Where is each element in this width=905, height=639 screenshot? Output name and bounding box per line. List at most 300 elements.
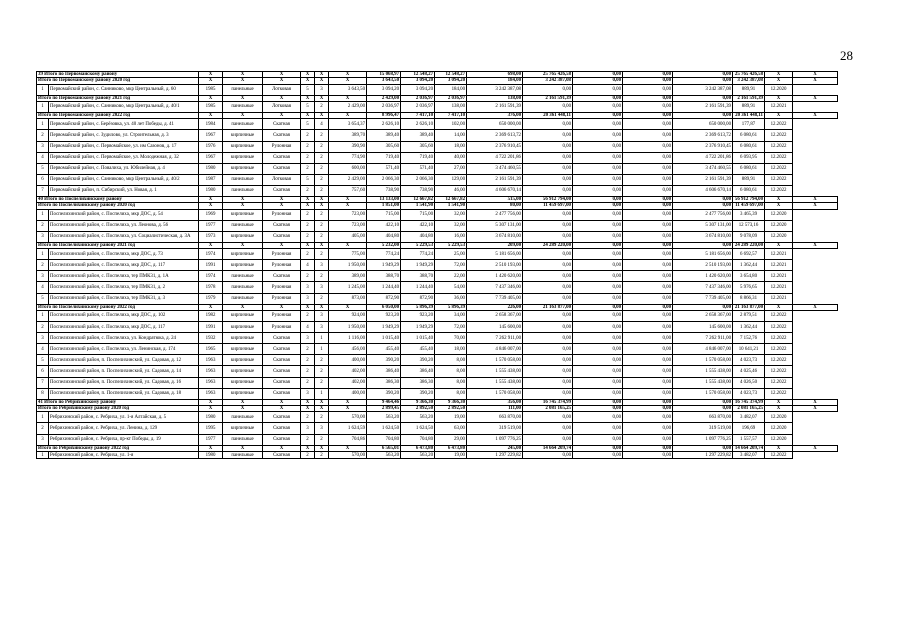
table-cell: 2	[315, 152, 329, 163]
address-cell: Поспелихинский район, п. Поспелихинский, ул. Садовая, д. 12	[49, 355, 199, 366]
table-cell: 563,20	[401, 451, 435, 458]
table-cell: 0,00	[673, 78, 733, 84]
table-cell: 2	[315, 434, 329, 445]
table-cell: X	[765, 242, 793, 248]
table-cell: 1995	[199, 423, 223, 434]
table-cell: панельные	[223, 293, 263, 304]
table-cell: 1 362,44	[733, 322, 765, 333]
table-cell: 2	[315, 377, 329, 388]
table-cell: 12 548,27	[435, 72, 467, 78]
table-cell: 3 474 460,55	[673, 163, 733, 174]
table-cell: 2	[315, 220, 329, 231]
table-cell: 12.2022	[765, 388, 793, 399]
table-cell: 14 664 209,74	[523, 445, 573, 451]
table-cell: кирпичные	[223, 310, 263, 321]
table-cell: 12.2022	[765, 366, 793, 377]
table-cell: 376,00	[467, 113, 523, 119]
table-cell: 196,69	[733, 423, 765, 434]
table-cell: 12.2021	[765, 293, 793, 304]
table-cell: 390,20	[401, 388, 435, 399]
table-cell: 145 600,00	[467, 322, 523, 333]
table-cell: 12.2022	[765, 310, 793, 321]
table-cell: 12.2020	[765, 220, 793, 231]
table-cell: 2	[315, 174, 329, 185]
table-cell: 1963	[199, 355, 223, 366]
table-cell: 704,86	[329, 434, 367, 445]
table-cell: 2 161 591,39	[467, 174, 523, 185]
table-cell: 6 050,00	[367, 304, 401, 310]
table-cell: 924,00	[329, 310, 367, 321]
table-cell: 12.2020	[765, 412, 793, 423]
table-cell: 4	[301, 322, 315, 333]
table-cell: 12.2020	[765, 231, 793, 242]
row-number: 3	[37, 271, 49, 282]
address-cell: Поспелихинский район, п. Поспелихинский, ул. Садовая, д. 16	[49, 377, 199, 388]
table-cell: 0,00	[523, 231, 573, 242]
table-cell: X	[301, 399, 315, 405]
table-row	[37, 333, 838, 344]
table-row	[37, 130, 838, 141]
table-cell: 757,60	[329, 185, 367, 196]
table-cell: 1963	[199, 388, 223, 399]
row-number: 5	[37, 163, 49, 174]
table-cell: 3 242 387,08	[523, 78, 573, 84]
row-number: 2	[37, 322, 49, 333]
table-cell: 0,00	[623, 293, 673, 304]
table-cell: кирпичные	[223, 209, 263, 220]
table-cell: 3	[315, 322, 329, 333]
table-cell: 0,00	[623, 174, 673, 185]
table-row	[37, 220, 838, 231]
table-cell: 6 080,61	[733, 141, 765, 152]
table-cell: 1 624,50	[401, 423, 435, 434]
table-cell: 1980	[199, 451, 223, 458]
table-cell: 775,00	[329, 249, 367, 260]
table-cell: 2 892,50	[401, 406, 435, 412]
table-cell: 7 739 405,00	[467, 293, 523, 304]
table-cell: 0,00	[623, 304, 673, 310]
table-cell: панельные	[223, 185, 263, 196]
table-cell: 1979	[199, 293, 223, 304]
table-cell: 12.2022	[765, 141, 793, 152]
table-cell: 3	[301, 333, 315, 344]
table-cell: X	[765, 113, 793, 119]
table-cell: 0,00	[623, 260, 673, 271]
table-cell: 774,24	[367, 249, 401, 260]
table-cell: 5 976,65	[733, 282, 765, 293]
table-cell: 0,00	[523, 260, 573, 271]
table-cell: 389,40	[401, 130, 435, 141]
table-cell: 8 866,31	[733, 293, 765, 304]
table-cell: 32,00	[435, 209, 467, 220]
table-cell: 319 519,00	[673, 423, 733, 434]
table-cell: X	[199, 95, 223, 101]
table-cell: 2 510 193,00	[467, 260, 523, 271]
table-cell: X	[223, 304, 263, 310]
table-cell: 0,00	[573, 406, 623, 412]
table-cell: 456,00	[329, 344, 367, 355]
table-row	[37, 344, 838, 355]
address-cell: Поспелихинский район, п. Поспелихинский, ул. Садовая, д. 14	[49, 366, 199, 377]
summary-label: Итого по Первомайскому району 2021 год	[37, 95, 199, 101]
table-cell: 0,00	[673, 445, 733, 451]
table-cell: X	[329, 113, 367, 119]
address-cell: Поспелихинский район, с. Поспелиха, тер ПМК31, д. 3	[49, 293, 199, 304]
table-cell: Лотковая	[263, 101, 301, 112]
table-cell: Рулонная	[263, 260, 301, 271]
table-cell: X	[263, 203, 301, 209]
table-cell: 0,00	[623, 388, 673, 399]
table-cell: 0,00	[523, 344, 573, 355]
table-cell: 0,00	[573, 72, 623, 78]
table-cell: 3 094,20	[401, 84, 435, 95]
table-cell: 1 949,29	[367, 260, 401, 271]
table-cell: 4 023,73	[733, 388, 765, 399]
table-cell: 24 289 220,00	[733, 242, 765, 248]
table-cell: 102,00	[435, 119, 467, 130]
table-cell: 400,00	[329, 388, 367, 399]
table-cell: 2	[315, 141, 329, 152]
table-cell: X	[329, 203, 367, 209]
table-row	[37, 412, 838, 423]
table-cell: 0,00	[623, 271, 673, 282]
table-cell: X	[765, 406, 793, 412]
table-cell: 56 912 794,00	[523, 197, 573, 203]
table-cell: X	[263, 445, 301, 451]
table-cell: X	[329, 406, 367, 412]
table-cell: 405,00	[329, 231, 367, 242]
table-cell: 774,24	[401, 249, 435, 260]
table-cell: 1977	[199, 434, 223, 445]
table-cell: 2	[301, 412, 315, 423]
table-cell: 2 626,10	[367, 119, 401, 130]
table-cell: 0,00	[623, 152, 673, 163]
table-cell: 0,00	[623, 282, 673, 293]
table-cell: 402,00	[329, 366, 367, 377]
table-row	[37, 101, 838, 112]
table-cell: 0,00	[523, 220, 573, 231]
table-row	[37, 388, 838, 399]
table-cell: 2	[301, 220, 315, 231]
table-cell: 12.2022	[765, 174, 793, 185]
table-cell: 4 722 201,86	[467, 152, 523, 163]
table-cell: 2	[301, 249, 315, 260]
table-cell: панельные	[223, 451, 263, 458]
table-cell: 2	[301, 209, 315, 220]
table-cell: 5 229,53	[435, 242, 467, 248]
row-number: 1	[37, 310, 49, 321]
row-number: 2	[37, 220, 49, 231]
table-cell: 1991	[199, 260, 223, 271]
table-cell: 0,00	[623, 344, 673, 355]
table-cell: X	[315, 113, 329, 119]
table-cell: 2 036,97	[367, 101, 401, 112]
table-row	[37, 282, 838, 293]
table-cell: 0,00	[573, 434, 623, 445]
table-cell: 6 692,57	[733, 249, 765, 260]
table-cell: 1 570 058,00	[467, 355, 523, 366]
table-cell: 12.2022	[765, 152, 793, 163]
table-cell: 111,00	[467, 406, 523, 412]
table-cell: 2	[301, 141, 315, 152]
table-cell: 390,20	[367, 388, 401, 399]
table-cell: 1 541,90	[401, 203, 435, 209]
table-cell: 0,00	[623, 333, 673, 344]
table-cell: X	[793, 113, 838, 119]
table-cell: X	[223, 95, 263, 101]
table-cell: 923,20	[401, 310, 435, 321]
table-cell: X	[793, 203, 838, 209]
table-cell: 16 745 374,99	[523, 399, 573, 405]
table-cell: 0,00	[573, 163, 623, 174]
table-cell: 5 232,00	[367, 242, 401, 248]
table-cell: 7 437 346,00	[673, 282, 733, 293]
table-cell: 226,00	[467, 304, 523, 310]
table-cell: 389,40	[367, 130, 401, 141]
table-cell: 3	[315, 282, 329, 293]
row-number: 7	[37, 377, 49, 388]
table-cell: 319 519,00	[467, 423, 523, 434]
table-cell: 0,00	[623, 130, 673, 141]
row-number: 2	[37, 260, 49, 271]
table-cell: 12 667,82	[401, 197, 435, 203]
table-cell: X	[765, 72, 793, 78]
table-row	[37, 310, 838, 321]
table-cell: 0,00	[623, 322, 673, 333]
table-cell: X	[315, 95, 329, 101]
table-cell: 3 242 387,08	[467, 84, 523, 95]
table-cell: Рулонная	[263, 322, 301, 333]
table-cell: 0,00	[673, 72, 733, 78]
table-cell: 0,00	[573, 310, 623, 321]
table-cell: 3 465,39	[733, 209, 765, 220]
table-cell: Рулонная	[263, 141, 301, 152]
table-cell: X	[263, 242, 301, 248]
table-cell: 0,00	[673, 95, 733, 101]
table-cell: 2	[301, 310, 315, 321]
table-cell: X	[199, 78, 223, 84]
table-cell: 0,00	[573, 282, 623, 293]
table-cell: 12.2020	[765, 423, 793, 434]
table-cell: 1985	[199, 84, 223, 95]
table-cell: 6 565,01	[367, 445, 401, 451]
table-cell: 0,00	[573, 113, 623, 119]
table-cell: 0,00	[523, 101, 573, 112]
table-cell: 2	[301, 231, 315, 242]
table-cell: 3 654,37	[329, 119, 367, 130]
table-cell: 0,00	[623, 406, 673, 412]
table-cell: 1 015,40	[401, 333, 435, 344]
table-cell: X	[263, 95, 301, 101]
table-cell: 0,00	[573, 271, 623, 282]
table-cell: 0,00	[523, 333, 573, 344]
table-cell: X	[301, 445, 315, 451]
table-cell: 29,00	[435, 434, 467, 445]
table-cell: 3 242 387,08	[733, 78, 765, 84]
table-cell: X	[765, 399, 793, 405]
table-cell: 0,00	[573, 130, 623, 141]
table-cell: X	[301, 78, 315, 84]
table-cell: 8 996,47	[367, 113, 401, 119]
table-cell: 0,00	[573, 388, 623, 399]
table-cell: 1 116,00	[329, 333, 367, 344]
table-cell: X	[301, 72, 315, 78]
table-cell: 3 643,50	[329, 84, 367, 95]
table-cell: 0,00	[623, 377, 673, 388]
table-cell: 0,00	[623, 412, 673, 423]
table-cell: 21 163 877,00	[733, 304, 765, 310]
table-cell: X	[263, 406, 301, 412]
table-cell: 2	[315, 163, 329, 174]
table-cell: кирпичные	[223, 141, 263, 152]
table-cell: 2	[301, 355, 315, 366]
table-cell: X	[793, 95, 838, 101]
table-cell: 6 080,61	[733, 130, 765, 141]
table-cell: 2 429,00	[367, 95, 401, 101]
table-cell: 5 229,53	[401, 242, 435, 248]
table-cell: панельные	[223, 282, 263, 293]
table-cell: 0,00	[573, 366, 623, 377]
table-cell: 0,00	[573, 242, 623, 248]
address-cell: Первомайский район, с. Санниково, мкр Центральный, д. 40/2	[49, 174, 199, 185]
table-cell: 7 152,76	[733, 333, 765, 344]
table-cell: 22,00	[435, 271, 467, 282]
table-cell: 0,00	[623, 366, 673, 377]
table-cell: 2 626,10	[401, 119, 435, 130]
table-cell: Скатная	[263, 271, 301, 282]
table-cell: 571,40	[367, 163, 401, 174]
table-cell: 8,00	[435, 355, 467, 366]
row-number: 1	[37, 249, 49, 260]
table-cell: 738,90	[401, 185, 435, 196]
table-cell: 723,00	[329, 209, 367, 220]
table-cell: 0,00	[623, 141, 673, 152]
table-cell: 1 624,59	[329, 423, 367, 434]
table-cell: 1974	[199, 249, 223, 260]
table-cell: 5 896,39	[435, 304, 467, 310]
table-cell: 0,00	[623, 249, 673, 260]
table-cell: X	[199, 203, 223, 209]
table-cell: 2	[315, 249, 329, 260]
table-cell: 5 307 131,00	[673, 220, 733, 231]
table-cell: 20 361 448,11	[523, 113, 573, 119]
table-cell: 2 369 613,72	[467, 130, 523, 141]
table-cell: 0,00	[573, 141, 623, 152]
table-cell: Скатная	[263, 130, 301, 141]
table-cell: кирпичные	[223, 322, 263, 333]
table-cell: 0,00	[523, 141, 573, 152]
table-cell: 650 000,00	[467, 119, 523, 130]
table-cell: 0,00	[523, 423, 573, 434]
table-cell: 0,00	[573, 293, 623, 304]
address-cell: Ребрихинский район, с. Ребриха, ул. 1-я	[49, 451, 199, 458]
table-cell: 129,00	[435, 174, 467, 185]
table-cell: 1965	[199, 344, 223, 355]
table-cell: 0,00	[573, 249, 623, 260]
table-cell: Лотковая	[263, 84, 301, 95]
table-row	[37, 174, 838, 185]
table-cell: 2	[315, 366, 329, 377]
table-cell: 7 417,10	[435, 113, 467, 119]
table-cell: 1973	[199, 231, 223, 242]
table-cell: 1 570 058,00	[467, 388, 523, 399]
table-row	[37, 209, 838, 220]
table-cell: X	[793, 406, 838, 412]
row-number: 3	[37, 434, 49, 445]
table-cell: 2 161 591,39	[733, 95, 765, 101]
table-cell: X	[329, 95, 367, 101]
table-cell: 3	[315, 260, 329, 271]
table-cell: X	[315, 242, 329, 248]
address-cell: Первомайский район, с. Берёзовка, ул. 40 лет Победы, д. 41	[49, 119, 199, 130]
table-row	[37, 293, 838, 304]
table-cell: 1967	[199, 130, 223, 141]
table-cell: Скатная	[263, 355, 301, 366]
table-cell: 32,00	[435, 220, 467, 231]
table-cell: кирпичные	[223, 344, 263, 355]
table-cell: 20 361 448,11	[733, 113, 765, 119]
table-cell: 0,00	[623, 78, 673, 84]
table-row	[37, 141, 838, 152]
table-cell: 4	[315, 119, 329, 130]
table-cell: 0,00	[573, 119, 623, 130]
table-cell: 12.2021	[765, 249, 793, 260]
table-cell: 12 573,16	[733, 220, 765, 231]
table-cell: 2	[315, 355, 329, 366]
table-cell: 0,00	[623, 72, 673, 78]
table-cell: 386,40	[401, 366, 435, 377]
address-cell: Первомайский район, с. Первомайское, ул. Молодежная, д. 32	[49, 152, 199, 163]
address-cell: Первомайский район, с. Первомайское, ул. им Сазонов, д. 17	[49, 141, 199, 152]
table-row	[37, 451, 838, 458]
table-cell: 0,00	[623, 197, 673, 203]
table-cell: 1978	[199, 282, 223, 293]
table-cell: X	[199, 304, 223, 310]
table-row	[37, 119, 838, 130]
table-cell: 0,00	[673, 203, 733, 209]
table-cell: 2 899,45	[367, 406, 401, 412]
table-cell: 0,00	[673, 242, 733, 248]
table-cell: 2	[301, 163, 315, 174]
table-cell: 3 482,07	[733, 412, 765, 423]
summary-label: Итого по Поспелихинскому району 2022 год	[37, 304, 199, 310]
table-cell: X	[263, 399, 301, 405]
table-cell: 2 161 591,39	[467, 101, 523, 112]
table-cell: 389,00	[329, 271, 367, 282]
table-cell: X	[793, 399, 838, 405]
housing-repair-table	[36, 71, 838, 459]
table-cell: 872,90	[401, 293, 435, 304]
table-row	[37, 185, 838, 196]
table-cell: 2	[315, 412, 329, 423]
table-cell: 0,00	[623, 119, 673, 130]
table-cell: 2	[301, 344, 315, 355]
table-cell: 0,00	[573, 209, 623, 220]
table-cell: X	[793, 242, 838, 248]
table-cell: 1932	[199, 333, 223, 344]
table-cell: X	[301, 304, 315, 310]
table-cell: 563,20	[367, 412, 401, 423]
table-cell: 0,00	[523, 282, 573, 293]
table-cell: X	[223, 197, 263, 203]
table-cell: Скатная	[263, 220, 301, 231]
table-cell: 21 163 877,00	[523, 304, 573, 310]
table-cell: 46,00	[435, 185, 467, 196]
table-cell: Рулонная	[263, 310, 301, 321]
table-cell: 209,00	[467, 242, 523, 248]
table-cell: X	[329, 399, 367, 405]
table-cell: 6 473,80	[401, 445, 435, 451]
